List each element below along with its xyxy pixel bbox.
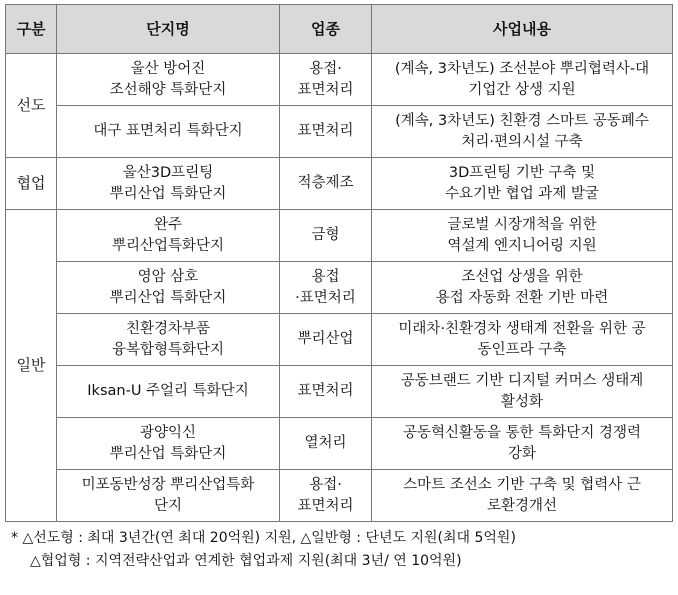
- category-cell: 일반: [6, 210, 57, 522]
- table-row: [6, 314, 673, 366]
- business-content-cell: [372, 262, 673, 314]
- business-content-cell: [372, 54, 673, 106]
- cell-line: 융복합형특화단지: [111, 341, 225, 358]
- industry-cell: [280, 314, 372, 366]
- table-row: [6, 366, 673, 418]
- header-row: [6, 5, 673, 54]
- cell-line: 열처리: [304, 435, 347, 451]
- complex-name-cell: [57, 314, 280, 366]
- table-body: [6, 54, 673, 522]
- complex-name-cell: [57, 262, 280, 314]
- cell-line: (계속, 3차년도) 친환경 스마트 공동폐수: [395, 112, 649, 129]
- header-complex-name: 단지명: [57, 5, 280, 54]
- cell-line: 적층제조: [297, 175, 354, 191]
- table-row: [6, 470, 673, 522]
- business-content-cell: [372, 470, 673, 522]
- header-business-content: 사업내용: [372, 5, 673, 54]
- industry-cell: [280, 418, 372, 470]
- cell-line: 강화: [507, 445, 536, 462]
- table-row: [6, 210, 673, 262]
- business-content-cell: [372, 106, 673, 158]
- complex-name-cell: [57, 54, 280, 106]
- cell-line: 용접·: [309, 476, 342, 493]
- header-industry: 업종: [280, 5, 372, 54]
- cell-line: 미포동반성장 뿌리산업특화: [81, 476, 255, 493]
- cell-line: 공동브랜드 기반 디지털 커머스 생태계: [400, 372, 644, 389]
- cell-line: 표면처리: [297, 81, 354, 98]
- cell-line: 로환경개선: [486, 497, 558, 514]
- cell-line: 울산 방어진: [130, 60, 206, 77]
- category-cell: 선도: [6, 54, 57, 158]
- cell-line: ·표면처리: [295, 289, 356, 306]
- cell-line: 뿌리산업: [297, 331, 354, 347]
- footnote-line-1: * △선도형 : 최대 3년간(연 최대 20억원) 지원, △일반형 : 단년도 지원(최대 5억원): [11, 530, 516, 546]
- cell-line: 울산3D프린팅: [122, 164, 214, 181]
- industry-cell: [280, 470, 372, 522]
- cell-line: 기업간 상생 지원: [468, 81, 576, 98]
- cell-line: 대구 표면처리 특화단지: [93, 123, 243, 139]
- business-content-cell: [372, 314, 673, 366]
- cell-line: 조선업 상생을 위한: [461, 268, 583, 285]
- cell-line: 활성화: [500, 393, 544, 410]
- complex-name-cell: [57, 470, 280, 522]
- industry-cell: [280, 262, 372, 314]
- cell-line: 3D프린팅 기반 구축 및: [448, 164, 596, 181]
- cell-line: 영암 삼호: [137, 268, 199, 285]
- header-category: 구분: [6, 5, 57, 54]
- industry-cell: [280, 106, 372, 158]
- industrial-complex-table: [5, 4, 673, 522]
- cell-line: 용접: [311, 268, 340, 285]
- cell-line: 역설계 엔지니어링 지원: [447, 237, 597, 254]
- cell-line: 처리·편의시설 구축: [461, 133, 583, 150]
- cell-line: Iksan-U 주얼리 특화단지: [87, 383, 249, 399]
- cell-line: 미래차·친환경차 생태계 전환을 위한 공: [398, 320, 646, 337]
- industry-cell: [280, 366, 372, 418]
- cell-line: 광양익신: [139, 424, 197, 441]
- cell-line: 스마트 조선소 기반 구축 및 협력사 근: [403, 476, 641, 493]
- cell-line: 용접·: [309, 60, 342, 77]
- cell-line: 용접 자동화 전환 기반 마련: [435, 289, 609, 306]
- industry-cell: [280, 158, 372, 210]
- cell-line: 글로벌 시장개척을 위한: [447, 216, 597, 233]
- cell-line: 완주: [153, 216, 182, 233]
- table-row: [6, 158, 673, 210]
- business-content-cell: [372, 210, 673, 262]
- table-row: [6, 54, 673, 106]
- cell-line: 뿌리산업 특화단지: [109, 445, 227, 462]
- cell-line: 뿌리산업 특화단지: [109, 185, 227, 202]
- table-row: [6, 418, 673, 470]
- cell-line: 공동혁신활동을 통한 특화단지 경쟁력: [403, 424, 641, 441]
- cell-line: 뿌리산업특화단지: [111, 237, 225, 254]
- cell-line: 뿌리산업 특화단지: [109, 289, 227, 306]
- category-cell: 협업: [6, 158, 57, 210]
- complex-name-cell: [57, 106, 280, 158]
- complex-name-cell: [57, 158, 280, 210]
- cell-line: (계속, 3차년도) 조선분야 뿌리협력사-대: [394, 60, 650, 77]
- document: [5, 4, 672, 573]
- cell-line: 표면처리: [297, 497, 354, 514]
- footnote-line-2: △협업형 : 지역전략산업과 연계한 협업과제 지원(최대 3년/ 연 10억원): [30, 553, 462, 569]
- cell-line: 동인프라 구축: [477, 341, 567, 358]
- business-content-cell: [372, 366, 673, 418]
- cell-line: 표면처리: [297, 123, 354, 139]
- table-row: [6, 262, 673, 314]
- cell-line: 친환경차부품: [125, 320, 211, 337]
- business-content-cell: [372, 158, 673, 210]
- cell-line: 조선해양 특화단지: [109, 81, 227, 98]
- business-content-cell: [372, 418, 673, 470]
- table-row: [6, 106, 673, 158]
- complex-name-cell: [57, 210, 280, 262]
- cell-line: 금형: [311, 227, 340, 243]
- industry-cell: [280, 54, 372, 106]
- cell-line: 표면처리: [297, 383, 354, 399]
- complex-name-cell: [57, 366, 280, 418]
- cell-line: 단지: [153, 497, 182, 514]
- footnote: [5, 527, 672, 573]
- industry-cell: [280, 210, 372, 262]
- complex-name-cell: [57, 418, 280, 470]
- cell-line: 수요기반 협업 과제 발굴: [445, 185, 599, 202]
